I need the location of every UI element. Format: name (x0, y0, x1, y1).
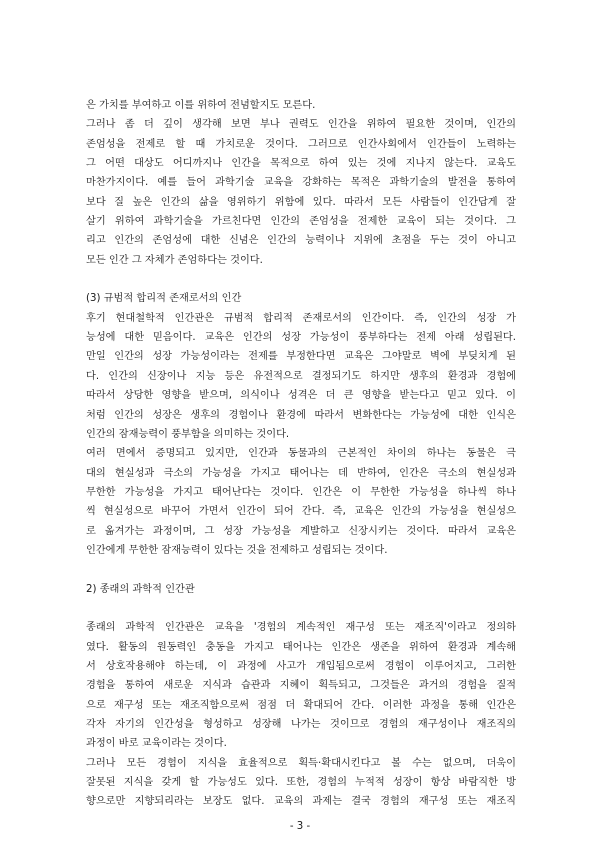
text-line: 대의 현실성과 극소의 가능성을 가지고 태어나는 데 반하여, 인간은 극소의 현실성과 (86, 467, 516, 479)
paragraph-gap (86, 560, 516, 579)
text-line: 각자 자기의 인간성을 형성하고 성장해 나가는 것이므로 경험의 재구성이나 재조직의 (86, 719, 516, 730)
text-line: 살기 위하여 과학기술을 가르친다면 인간의 존엄성을 전제한 교육이 되는 것이다. 그 (86, 216, 516, 228)
text-line: 잘못된 지식을 갖게 할 가능성도 있다. 또한, 경험의 누적적 성장이 항상 바람직한 방 (86, 777, 516, 789)
text-line: 처럼 인간의 성장은 생후의 경험이나 환경에 따라서 변화한다는 가능성에 대한 인식은 (86, 409, 516, 421)
text-line: 존엄성을 전제로 할 때 가치로운 것이다. 그러므로 인간사회에서 인간들이 노력하는 (86, 138, 516, 150)
text-line: 서 상호작용해야 하는데, 이 과정에 사고가 개입됨으로써 경험이 이루어지고, 그러한 (86, 660, 516, 672)
text-line: 만일 인간의 성장 가능성이라는 전제를 부정한다면 교육은 그야말로 벽에 부딪치게 된 (86, 351, 516, 363)
text-line: 모든 인간 그 자체가 존엄하다는 것이다. (86, 254, 263, 266)
text-line: 보다 질 높은 인간의 삶을 영위하기 위함에 있다. 따라서 모든 사람들이 인간답게 잘 (86, 196, 516, 208)
text-line: 리고 인간의 존엄성에 대한 신념은 인간의 능력이나 지위에 초점을 두는 것이 아니고 (86, 235, 516, 247)
text-line: 향으로만 지향되리라는 보장도 없다. 교육의 과제는 결국 경험의 재구성 또는 재조직 (86, 796, 516, 808)
document-body (86, 96, 516, 812)
text-line: 인간의 잠재능력이 풍부함을 의미하는 것이다. (86, 428, 290, 440)
text-line: 씩 현실성으로 바꾸어 가면서 인간이 되어 간다. 즉, 교육은 인간의 가능성을 현실성으 (86, 506, 516, 518)
text-line: 그러나 모든 경험이 지식을 효율적으로 획득·확대시킨다고 볼 수는 없으며, 더욱이 (86, 757, 516, 769)
text-line: 과정이 바로 교육이라는 것이다. (86, 738, 227, 750)
text-line: 능성에 대한 믿음이다. 교육은 인간의 성장 가능성이 풍부하다는 전제 아래 성립된다. (86, 332, 516, 344)
text-line: (3) 규범적 합리적 존재로서의 인간 (86, 293, 242, 305)
paragraph-gap (86, 599, 516, 618)
text-line: 그 어떤 대상도 어디까지나 인간을 목적으로 하여 있는 것에 지나지 않는다. 교육도 (86, 158, 516, 170)
text-line: 으로 재구성 또는 재조직함으로써 점점 더 확대되어 간다. 이러한 과정을 통해 인간은 (86, 699, 516, 711)
text-line: 인간에게 무한한 잠재능력이 있다는 것을 전제하고 성립되는 것이다. (86, 544, 388, 556)
text-line: 종래의 과학적 인간관은 교육을 '경험의 계속적인 재구성 또는 재조직'이라고 정의하 (86, 622, 516, 634)
text-line: 였다. 활동의 원동력인 충동을 가지고 태어나는 인간은 생존을 위하여 환경과 계속해 (86, 641, 516, 653)
text-line: 다. 인간의 신장이나 지능 등은 유전적으로 결정되기도 하지만 생후의 환경과 경험에 (86, 370, 516, 382)
paragraph-gap (86, 270, 516, 289)
text-line: 그러나 좀 더 깊이 생각해 보면 부나 권력도 인간을 위하여 필요한 것이며, 인간의 (86, 119, 516, 131)
text-line: 경험을 통하여 새로운 지식과 습관과 지혜이 획득되고, 그것들은 과거의 경험을 질적 (86, 680, 516, 692)
page-number: - 3 - (289, 821, 311, 832)
text-line: 마찬가지이다. 예를 들어 과학기술 교육을 강화하는 목적은 과학기술의 발전을 통하여 (86, 177, 516, 189)
text-line: 후기 현대철학적 인간관은 규범적 합리적 존재로서의 인간이다. 즉, 인간의 성장 가 (86, 312, 516, 324)
text-line: 따라서 상당한 영향을 받으며, 의식이나 성격은 더 큰 영향을 받는다고 믿고 있다. 이 (86, 390, 516, 402)
text-line: 2) 종래의 과학적 인간관 (86, 583, 195, 595)
text-line: 로 옮겨가는 과정이며, 그 성장 가능성을 계발하고 신장시키는 것이다. 따라서 교육은 (86, 525, 516, 537)
text-line: 여러 면에서 증명되고 있지만, 인간과 동물과의 근본적인 차이의 하나는 동물은 극 (86, 448, 516, 460)
text-line: 은 가치를 부여하고 이를 위하여 전념할지도 모른다. (86, 100, 316, 111)
text-line: 무한한 가능성을 가지고 태어난다는 것이다. 인간은 이 무한한 가능성을 하나씩 하나 (86, 486, 516, 498)
